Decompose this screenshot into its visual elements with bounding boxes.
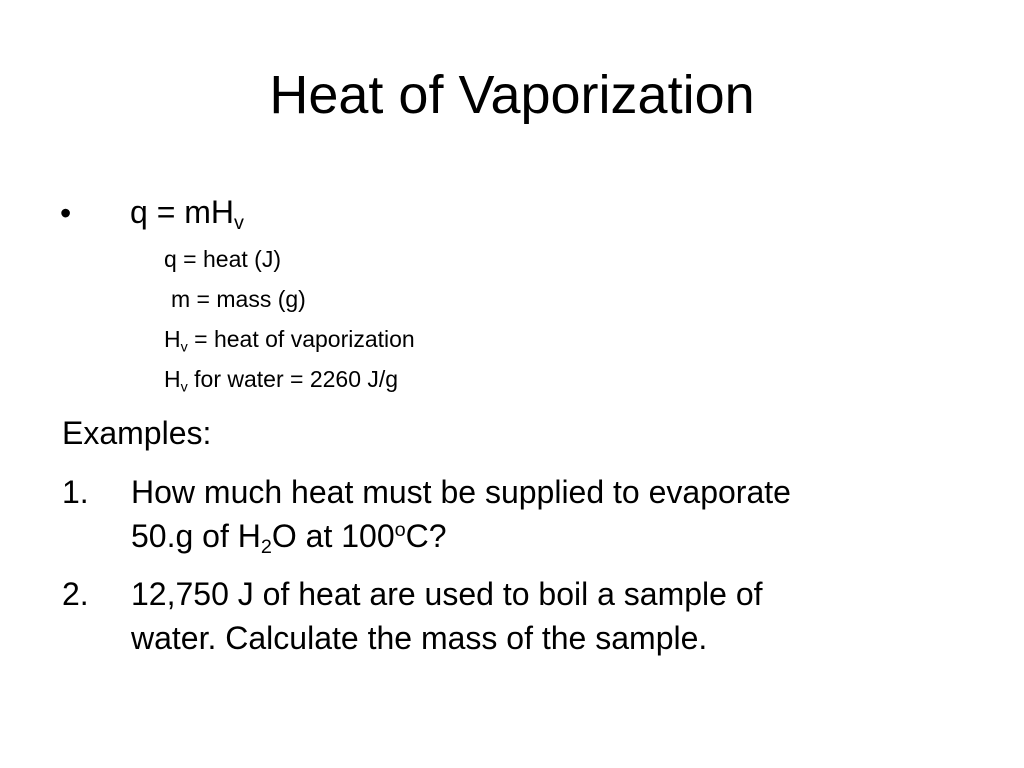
slide-title: Heat of Vaporization [269, 65, 755, 125]
example-2-line-1: 12,750 J of heat are used to boil a sample of [131, 576, 763, 612]
formula [130, 192, 244, 232]
definition-symbol: H [164, 326, 181, 352]
definition-hv-water [164, 365, 399, 396]
example-2-number: 2. [62, 576, 89, 612]
definition-subscript: v [180, 339, 188, 356]
definition-subscript: v [180, 379, 188, 396]
definition-text: = heat of vaporization [187, 326, 415, 352]
example-1-superscript: o [394, 519, 406, 542]
definition-text: m = mass (g) [171, 286, 306, 312]
definition-hv [164, 325, 415, 356]
formula-subscript: v [234, 211, 244, 234]
example-1-text: O at 100 [271, 518, 395, 554]
example-1-number: 1. [62, 474, 89, 510]
definition-text: for water = 2260 J/g [187, 366, 399, 392]
examples-heading: Examples: [62, 415, 212, 451]
definition-text: q = heat (J) [164, 246, 281, 272]
example-1-text: 50.g of H [131, 518, 261, 554]
bullet-icon: • [60, 195, 72, 231]
definition-mass [171, 285, 306, 313]
example-2-line-2: water. Calculate the mass of the sample. [131, 620, 708, 656]
example-1-text: C? [405, 518, 447, 554]
example-1-line-1: How much heat must be supplied to evaporate [131, 474, 791, 510]
formula-main: q = mH [130, 194, 235, 230]
definition-symbol: H [164, 366, 181, 392]
example-1-subscript: 2 [260, 535, 272, 558]
definition-heat [164, 245, 281, 273]
example-1-line-2 [131, 514, 447, 558]
